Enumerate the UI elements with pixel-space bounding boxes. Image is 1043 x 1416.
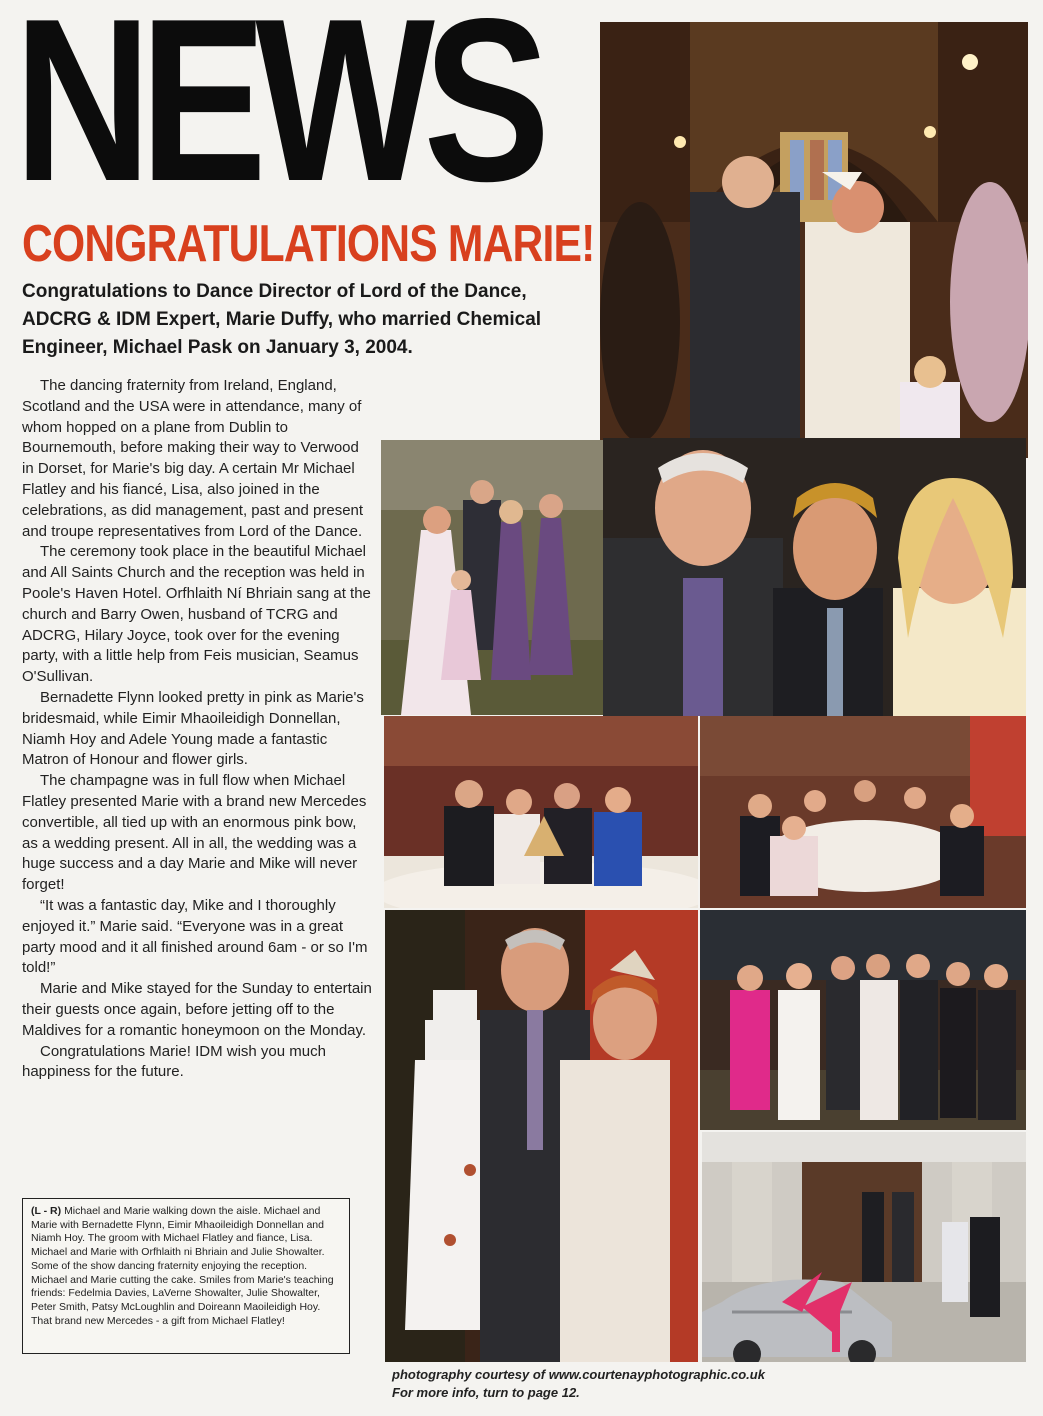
body-paragraph: The dancing fraternity from Ireland, England, Scotland and the USA were in attendance, many of whom hopped on a plane from Dublin to Bournemouth, before making their way to Verwood in Dorset, for Marie's big day. A certain Mr Michael Flatley and his fiancé, Lisa, also joined in the celebrations, as did management, past and present and troupe representatives from Lord of the Dance. — [22, 377, 364, 540]
photo-reception-right — [700, 716, 1026, 908]
photo-reception-left — [384, 716, 698, 908]
photo-credit — [392, 1366, 832, 1402]
photo-teachers — [700, 910, 1026, 1130]
caption-lead: (L - R) — [31, 1205, 62, 1217]
article-standfirst: Congratulations to Dance Director of Lord of the Dance, ADCRG & IDM Expert, Marie Duffy, who married Chemical Engineer, Michael Pask on January 3, 2004. — [22, 281, 542, 358]
article-headline: CONGRATULATIONS MARIE! — [22, 215, 595, 273]
photo-aisle — [600, 22, 1028, 458]
photo-cake — [385, 910, 698, 1362]
body-paragraph: Bernadette Flynn looked pretty in pink as Marie's bridesmaid, while Eimir Mhaoileidigh Donnellan, Niamh Hoy and Adele Young made a fantastic Matron of Honour and flower girls. — [22, 688, 364, 769]
body-paragraph: “It was a fantastic day, Mike and I thoroughly enjoyed it.” Marie said. “Everyone was in a great party mood and it all finished around 6am - or so I'm told!” — [22, 896, 368, 977]
caption-text: Michael and Marie walking down the aisle. Michael and Marie with Bernadette Flynn, Eimir Mhaoileidigh Donnellan and Niamh Hoy. The groom with Michael Flatley and fiance, Lisa. Michael and Marie with Orfhlaith ni Bhriain and Julie Showalter. Some of the show dancing fraternity enjoying the reception. Michael and Marie cutting the cake. Smiles from Marie's teaching friends: Fedelmia Davies, LaVerne Showalter, Julie Showalter, Peter Smith, Patsy McLoughlin and Doireann Maoileidigh Hoy. That brand new Mercedes - a gift from Michael Flatley! — [31, 1205, 334, 1327]
masthead-title: NEWS — [14, 0, 539, 230]
body-paragraph: Marie and Mike stayed for the Sunday to entertain their guests once again, before jetting off to the Maldives for a romantic honeymoon on the Monday. — [22, 980, 372, 1039]
credit-line: photography courtesy of www.courtenayphotographic.co.uk — [392, 1367, 765, 1382]
photo-flatley-group — [603, 438, 1026, 716]
body-paragraph: The ceremony took place in the beautiful Michael and All Saints Church and the reception was held in Poole's Haven Hotel. Orfhlaith Ní Bhriain sang at the church and Barry Owen, husband of TCRG and ADCRG, Hilary Joyce, took over for the evening party, with a little help from Feis musician, Seamus O'Sullivan. — [22, 543, 371, 686]
credit-page-ref: For more info, turn to page 12. — [392, 1385, 580, 1400]
article-body — [22, 376, 372, 1083]
body-paragraph: The champagne was in full flow when Michael Flatley presented Marie with a brand new Mercedes convertible, all tied up with an enormous pink bow, as a wedding present. All in all, the wedding was a huge success and a day Marie and Mike will never forget! — [22, 772, 367, 894]
photo-bridal-party — [381, 440, 603, 715]
photo-mercedes — [702, 1132, 1026, 1362]
body-paragraph: Congratulations Marie! IDM wish you much happiness for the future. — [22, 1042, 326, 1081]
photo-caption — [22, 1198, 350, 1354]
